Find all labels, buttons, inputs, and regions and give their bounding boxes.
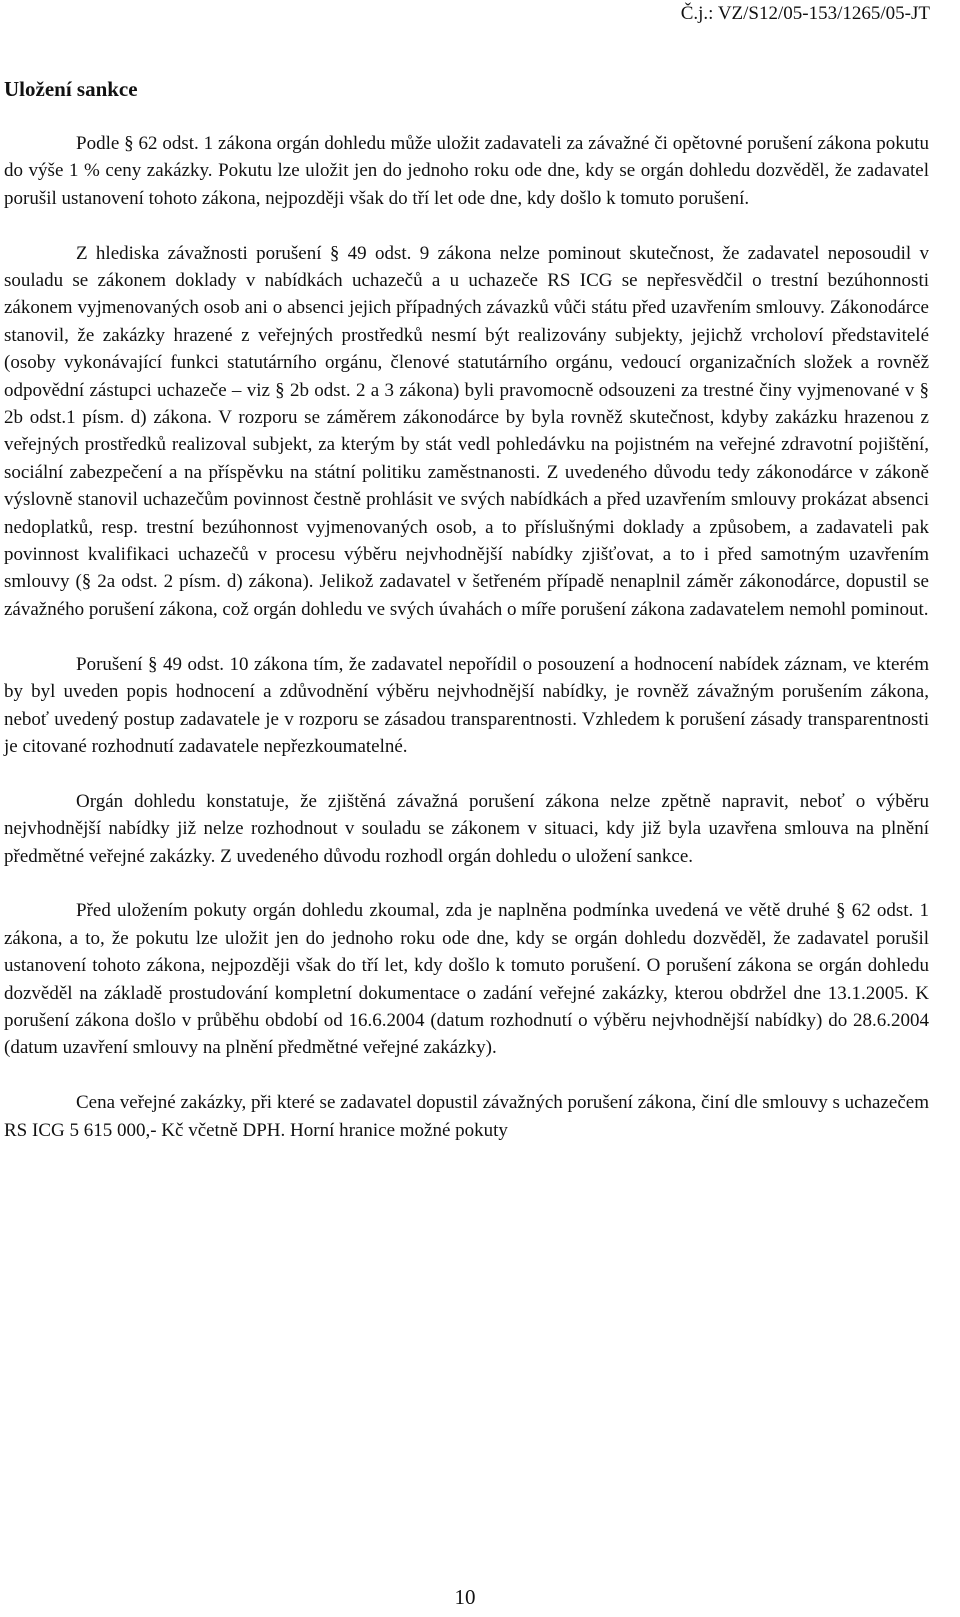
case-reference: Č.j.: VZ/S12/05-153/1265/05-JT [680,3,930,24]
paragraph: Porušení § 49 odst. 10 zákona tím, že zadavatel nepořídil o posouzení a hodnocení nabídek záznam, ve kterém by byl uveden popis hodnocení a zdůvodnění výběru nejvhodnější nabídky, je rovněž závažným porušením zákona, neboť uvedený postup zadavatele je v rozporu se zásadou transparentnosti. Vzhledem k porušení zásady transparentnosti je citované rozhodnutí zadavatele nepřezkoumatelné. [4,653,929,757]
section-heading: Uložení sankce [4,77,138,101]
paragraph: Z hlediska závažnosti porušení § 49 odst. 9 zákona nelze pominout skutečnost, že zadavatel neposoudil v souladu se zákonem doklady v nabídkách uchazečů a u uchazeče RS ICG se nepřesvědčil o trestní bezúhonnosti zákonem vyjmenovaných osob ani o absenci jejich případných závazků vůči státu před uzavřením smlouvy. Zákonodárce stanovil, že zakázky hrazené z veřejných prostředků nesmí být realizovány subjekty, jejichž vrcholoví představitelé (osoby vykonávající funkci statutárního orgánu, členové statutárního orgánu, vedoucí organizačních složek a rovněž odpovědní zástupci uchazeče – viz § 2b odst. 2 a 3 zákona) byli pravomocně odsouzeni za trestné činy vyjmenované v § 2b odst.1 písm. d) zákona. V rozporu se záměrem zákonodárce by byla rovněž skutečnost, kdyby zakázku hrazenou z veřejných prostředků realizoval subjekt, za kterým by stát vedl pohledávku na pojistném na veřejné zdravotní pojištění, sociální zabezpečení a na příspěvku na státní politiku zaměstnanosti. Z uvedeného důvodu tedy zákonodárce v zákoně výslovně stanovil uchazečům povinnost čestně prohlásit ve svých nabídkách a před uzavřením smlouvy prokázat absenci nedoplatků, resp. trestní bezúhonnost vyjmenovaných osob, a to příslušnými doklady a způsobem, a zadavateli pak povinnost kvalifikaci uchazečů v procesu výběru nejvhodnější nabídky zjišťovat, a to i před samotným uzavřením smlouvy (§ 2a odst. 2 písm. d) zákona). Jelikož zadavatel v šetřeném případě nenaplnil záměr zákonodárce, dopustil se závažného porušení zákona, což orgán dohledu ve svých úvahách o míře porušení zákona zadavatelem nemohl pominout. [4,242,929,620]
page-number: 10 [454,1585,476,1609]
paragraph: Cena veřejné zakázky, při které se zadavatel dopustil závažných porušení zákona, činí dle smlouvy s uchazečem RS ICG 5 615 000,- Kč včetně DPH. Horní hranice možné pokuty [4,1092,929,1141]
document-body [4,130,929,1171]
paragraph: Orgán dohledu konstatuje, že zjištěná závažná porušení zákona nelze zpětně napravit, neboť o výběru nejvhodnější nabídky již nelze rozhodnout v souladu se zákonem v situaci, kdy již byla uzavřena smlouva na plnění předmětné veřejné zakázky. Z uvedeného důvodu rozhodl orgán dohledu o uložení sankce. [4,790,929,867]
paragraph: Podle § 62 odst. 1 zákona orgán dohledu může uložit zadavateli za závažné či opětovné porušení zákona pokutu do výše 1 % ceny zakázky. Pokutu lze uložit jen do jednoho roku ode dne, kdy se orgán dohledu dozvěděl, že zadavatel porušil ustanovení tohoto zákona, nejpozději však do tří let ode dne, kdy došlo k tomuto porušení. [4,133,929,209]
paragraph: Před uložením pokuty orgán dohledu zkoumal, zda je naplněna podmínka uvedená ve větě druhé § 62 odst. 1 zákona, a to, že pokutu lze uložit jen do jednoho roku ode dne, kdy se orgán dohledu dozvěděl, že zadavatel porušil ustanovení tohoto zákona, nejpozději však do tří let, kdy došlo k tomuto porušení. O porušení zákona se orgán dohledu dozvěděl na základě prostudování kompletní dokumentace o zadání veřejné zakázky, kterou obdržel dne 13.1.2005. K porušení zákona došlo v průběhu období od 16.6.2004 (datum rozhodnutí o výběru nejvhodnější nabídky) do 28.6.2004 (datum uzavření smlouvy na plnění předmětné veřejné zakázky). [4,900,929,1059]
